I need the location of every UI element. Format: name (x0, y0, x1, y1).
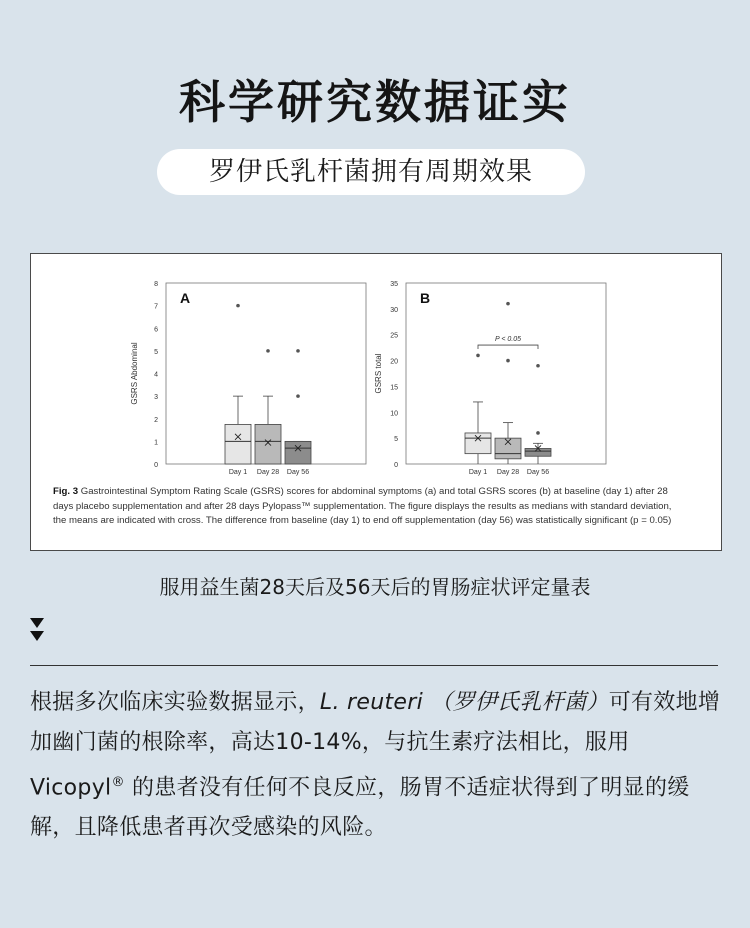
panel-label: A (180, 290, 191, 306)
body-part3: 的患者没有任何不良反应，肠胃不适症状得到了明显的缓解，且降低患者再次受感染的风险。 (30, 775, 690, 841)
gsrs-boxplot-figure (31, 254, 721, 484)
y-axis-label: GSRS Abdominal (130, 342, 139, 405)
outlier-point (476, 354, 480, 358)
divider (30, 665, 718, 666)
y-tick-label: 7 (154, 303, 158, 311)
significance-label: P < 0.05 (494, 336, 522, 344)
y-tick-label: 25 (390, 332, 398, 340)
figure-caption-line2: days placebo supplementation and after 28 days Pylopass™ supplementation. The figure displays the results as medians with standard deviation, (53, 500, 672, 512)
box-day-1 (465, 433, 491, 454)
body-part1: 根据多次临床实验数据显示， (30, 690, 320, 715)
y-tick-label: 0 (154, 462, 158, 469)
y-tick-label: 3 (154, 394, 158, 402)
plot-frame-B (406, 283, 606, 464)
x-tick-label: Day 1 (468, 469, 488, 476)
x-tick-label: Day 28 (256, 469, 280, 476)
y-tick-label: 20 (390, 358, 398, 366)
figure-caption-line1: Gastrointestinal Symptom Rating Scale (GSRS) scores for abdominal symptoms (a) and total GSRS scores (b) at baseline (day 1) after 28 (78, 486, 668, 497)
outlier-point (266, 349, 270, 353)
significance-bracket (478, 345, 538, 349)
x-tick-label: Day 28 (496, 469, 520, 476)
outlier-point (296, 394, 300, 398)
subtitle-pill: 罗伊氏乳杆菌拥有周期效果 (157, 149, 585, 195)
y-tick-label: 15 (390, 384, 398, 392)
figure-caption-line3: the means are indicated with cross. The difference from baseline (day 1) to end off supplementation (day 56) was statistically significant (p = 0.05) (53, 515, 672, 526)
figure-subcaption: 服用益生菌28天后及56天后的胃肠症状评定量表 (159, 575, 591, 599)
box-day-28 (255, 424, 281, 464)
figure-caption (53, 485, 713, 529)
y-tick-label: 5 (154, 348, 158, 356)
body-species: L. reuteri （罗伊氏乳杆菌） (319, 690, 609, 715)
box-day-1 (225, 424, 251, 464)
figure-caption-label: Fig. 3 (53, 486, 79, 497)
registered-mark: ® (111, 775, 125, 790)
y-tick-label: 1 (154, 439, 158, 447)
double-chevron-down-icon (30, 618, 46, 644)
outlier-point (506, 302, 510, 306)
y-axis-label: GSRS total (374, 353, 383, 394)
x-tick-label: Day 1 (228, 469, 248, 476)
y-tick-label: 0 (394, 462, 398, 469)
outlier-point (536, 431, 540, 435)
page-title: 科学研究数据证实 (179, 75, 571, 129)
body-part2: 可有效地增加幽门菌的根除率，高达10-14%，与抗生素疗法相比，服用Vicopyl (30, 690, 721, 801)
outlier-point (296, 349, 300, 353)
outlier-point (506, 359, 510, 363)
outlier-point (236, 304, 240, 308)
box-day-56 (285, 441, 311, 464)
x-tick-label: Day 56 (526, 469, 550, 476)
y-tick-label: 30 (390, 306, 398, 314)
y-tick-label: 35 (390, 281, 398, 288)
box-day-56 (525, 448, 551, 456)
y-tick-label: 5 (394, 436, 398, 444)
y-tick-label: 10 (390, 410, 398, 418)
y-tick-label: 2 (154, 416, 158, 424)
x-tick-label: Day 56 (286, 469, 310, 476)
outlier-point (536, 364, 540, 368)
y-tick-label: 4 (154, 371, 158, 379)
body-paragraph (30, 683, 722, 848)
y-tick-label: 6 (154, 326, 158, 334)
figure-panel (30, 253, 722, 551)
y-tick-label: 8 (154, 281, 158, 288)
panel-label: B (420, 290, 431, 306)
